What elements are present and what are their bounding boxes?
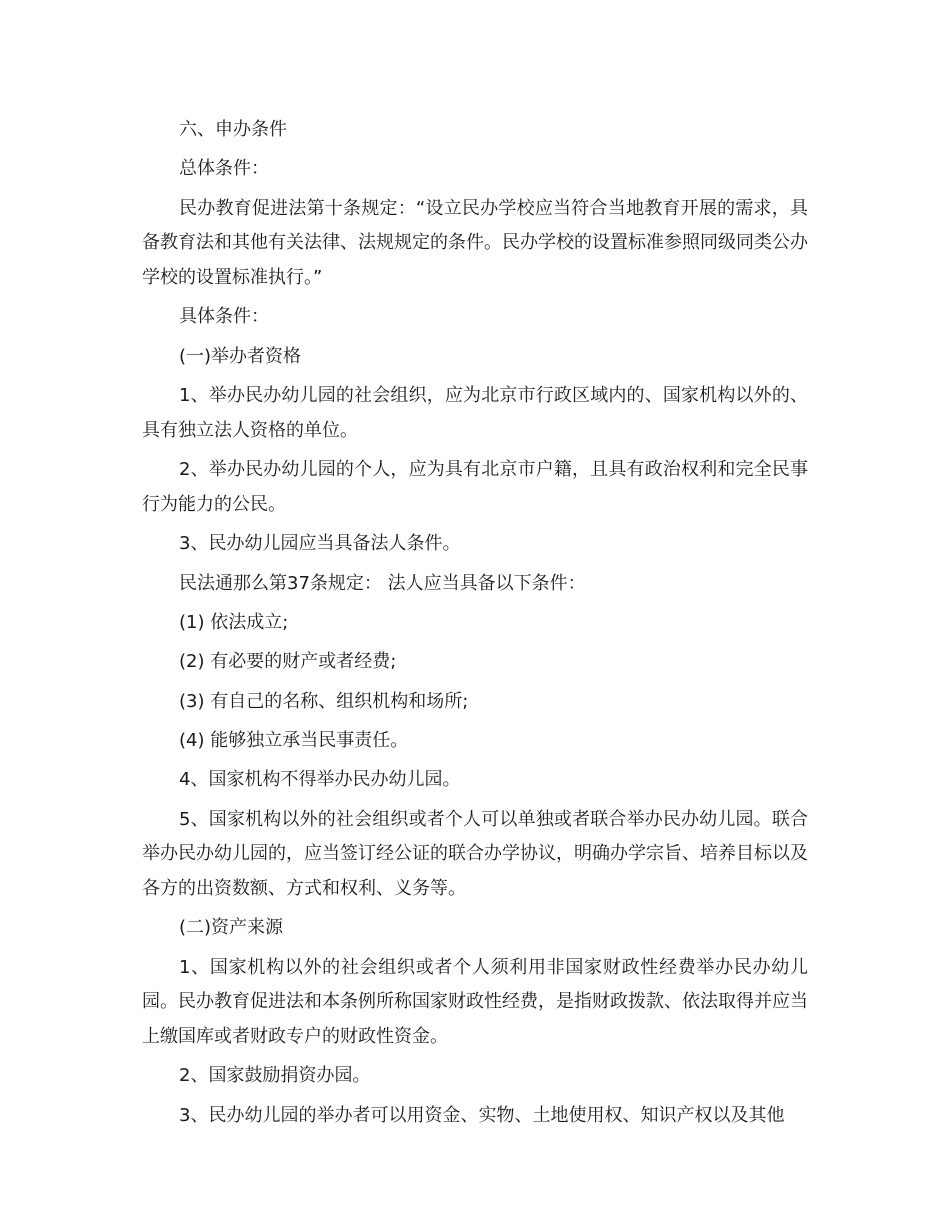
document-body	[142, 113, 808, 1138]
list-item: 1、举办民办幼儿园的社会组织，应为北京市行政区域内的、国家机构以外的、具有独立法人资格的单位。	[142, 385, 808, 441]
list-item: 3、民办幼儿园应当具备法人条件。	[179, 533, 461, 555]
paragraph: 民法通那么第37条规定： 法人应当具备以下条件：	[179, 572, 586, 594]
list-item: (3) 有自己的名称、组织机构和场所;	[179, 690, 469, 712]
list-item: (1) 依法成立;	[179, 611, 289, 633]
list-item: 2、举办民办幼儿园的个人，应为具有北京市户籍，且具有政治权利和完全民事行为能力的公民。	[142, 459, 808, 515]
list-item: (2) 有必要的财产或者经费;	[179, 651, 397, 673]
list-item: 2、国家鼓励捐资办园。	[179, 1065, 371, 1087]
list-item: (4) 能够独立承当民事责任。	[179, 730, 409, 752]
list-item: 1、国家机构以外的社会组织或者个人须利用非国家财政性经费举办民办幼儿园。民办教育促进法和本条例所称国家财政性经费，是指财政拨款、依法取得并应当上缴国库或者财政专户的财政性资金。	[142, 956, 808, 1047]
list-item: 5、国家机构以外的社会组织或者个人可以单独或者联合举办民办幼儿园。联合举办民办幼儿园的，应当签订经公证的联合办学协议，明确办学宗旨、培养目标以及各方的出资数额、方式和权利、义务等。	[142, 808, 808, 900]
paragraph: 民办教育促进法第十条规定：“设立民办学校应当符合当地教育开展的需求，具备教育法和其他有关法律、法规规定的条件。民办学校的设置标准参照同级同类公办学校的设置标准执行。”	[142, 197, 808, 288]
subheading-specific-conditions: 具体条件：	[179, 306, 269, 328]
list-item: 4、国家机构不得举办民办幼儿园。	[179, 769, 461, 791]
subsection-heading: (二)资产来源	[179, 917, 284, 939]
section-heading: 六、申办条件	[179, 119, 287, 140]
list-item: 3、民办幼儿园的举办者可以用资金、实物、土地使用权、知识产权以及其他	[179, 1104, 785, 1126]
subsection-heading: (一)举办者资格	[179, 345, 302, 367]
subheading-general-conditions: 总体条件：	[179, 158, 269, 180]
